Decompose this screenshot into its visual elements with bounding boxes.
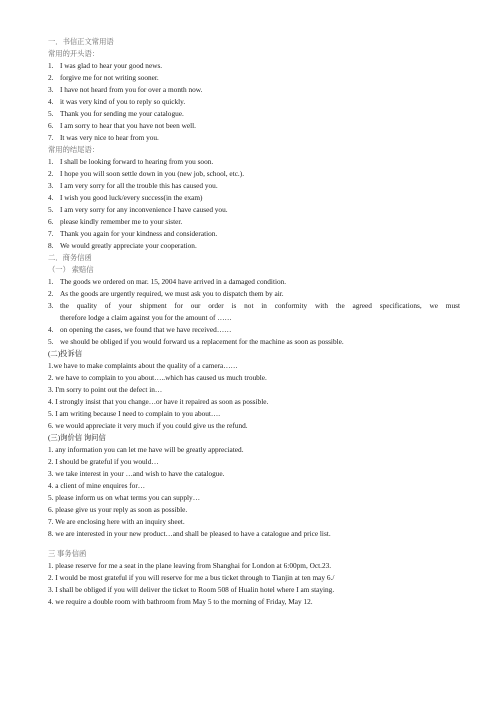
list-item: 4. it was very kind of you to reply so quickly. [48, 97, 186, 106]
list-item: 3. we take interest in your …and wish to have the catalogue. [48, 469, 225, 478]
list-item: 3. I'm sorry to point out the defect in… [48, 385, 163, 394]
list-item: 7. It was very nice to hear from you. [48, 133, 159, 142]
list-item: 4. a client of mine enquires for… [48, 481, 146, 490]
list-item: 2. forgive me for not writing sooner. [48, 73, 159, 82]
list-item: 4. we require a double room with bathroom from May 5 to the morning of Friday, May 12. [48, 597, 313, 606]
list-item: 1.we have to make complaints about the quality of a camera…… [48, 361, 238, 370]
list-item: 2. I should be grateful if you would… [48, 457, 159, 466]
opening-heading: 常用的开头语： [48, 49, 100, 58]
list-item: 6. we would appreciate it very much if you could give us the refund. [48, 421, 248, 430]
list-item: 5. I am very sorry for any inconvenience I have caused you. [48, 205, 228, 214]
list-item: 2. As the goods are urgently required, we must ask you to dispatch them by air. [48, 289, 284, 298]
list-item: 7. Thank you again for your kindness and consideration. [48, 229, 218, 238]
section1-title: 一．书信正文常用语 [48, 37, 114, 46]
section2-title: 二．商务信函 [48, 253, 92, 262]
list-item: 3. I have not heard from you for over a month now. [48, 85, 203, 94]
list-item: 5. I am writing because I need to complain to you about…. [48, 409, 221, 418]
list-item: 2. I would be most grateful if you will reserve for me a bus ticket through to Tianjin at ten may 6./ [48, 573, 335, 582]
list-item: 3. the quality of your shipment for our order is not in conformity with the agreed specifications, we must [48, 301, 460, 310]
list-item: 1. The goods we ordered on mar. 15, 2004 have arrived in a damaged condition. [48, 277, 287, 286]
list-item: 7. We are enclosing here with an inquiry sheet. [48, 517, 185, 526]
list-item: 1. any information you can let me have will be greatly appreciated. [48, 445, 244, 454]
list-item: 2. I hope you will soon settle down in you (new job, school, etc.). [48, 169, 245, 178]
section3-title: 三 事务信函 [48, 549, 87, 558]
complaint-heading: (二)投诉信 [48, 349, 83, 358]
list-item: 5. Thank you for sending me your catalogue. [48, 109, 184, 118]
list-item-continuation: therefore lodge a claim against you for the amount of …… [60, 313, 232, 322]
list-item: 5. we should be obliged if you would forward us a replacement for the machine as soon as possible. [48, 337, 344, 346]
list-item: 2. we have to complain to you about…..which has caused us much trouble. [48, 373, 267, 382]
list-item: 1. I shall be looking forward to hearing from you soon. [48, 157, 214, 166]
inquiry-heading: (三)询价信 询问信 [48, 433, 106, 442]
list-item: 8. We would greatly appreciate your cooperation. [48, 241, 197, 250]
list-item: 3. I shall be obliged if you will deliver the ticket to Room 508 of Hualin hotel where I am staying. [48, 585, 335, 594]
list-item: 6. please give us your reply as soon as possible. [48, 505, 188, 514]
list-item: 6. please kindly remember me to your sister. [48, 217, 183, 226]
list-item: 4. I wish you good luck/every success(in the exam) [48, 193, 203, 202]
closing-heading: 常用的结尾语： [48, 145, 100, 154]
list-item: 6. I am sorry to hear that you have not been well. [48, 121, 196, 130]
list-item: 1. please reserve for me a seat in the plane leaving from Shanghai for London at 6:00pm, Oct.23. [48, 561, 332, 570]
list-item: 4. I strongly insist that you change…or have it repaired as soon as possible. [48, 397, 269, 406]
list-item: 4. on opening the cases, we found that we have received…… [48, 325, 232, 334]
claim-heading: （一） 索赔信 [48, 265, 94, 274]
list-item: 3. I am very sorry for all the trouble this has caused you. [48, 181, 218, 190]
list-item: 1. I was glad to hear your good news. [48, 61, 163, 70]
list-item: 5. please inform us on what terms you can supply… [48, 493, 200, 502]
list-item: 8. we are interested in your new product…and shall be pleased to have a catalogue and price list. [48, 529, 331, 538]
